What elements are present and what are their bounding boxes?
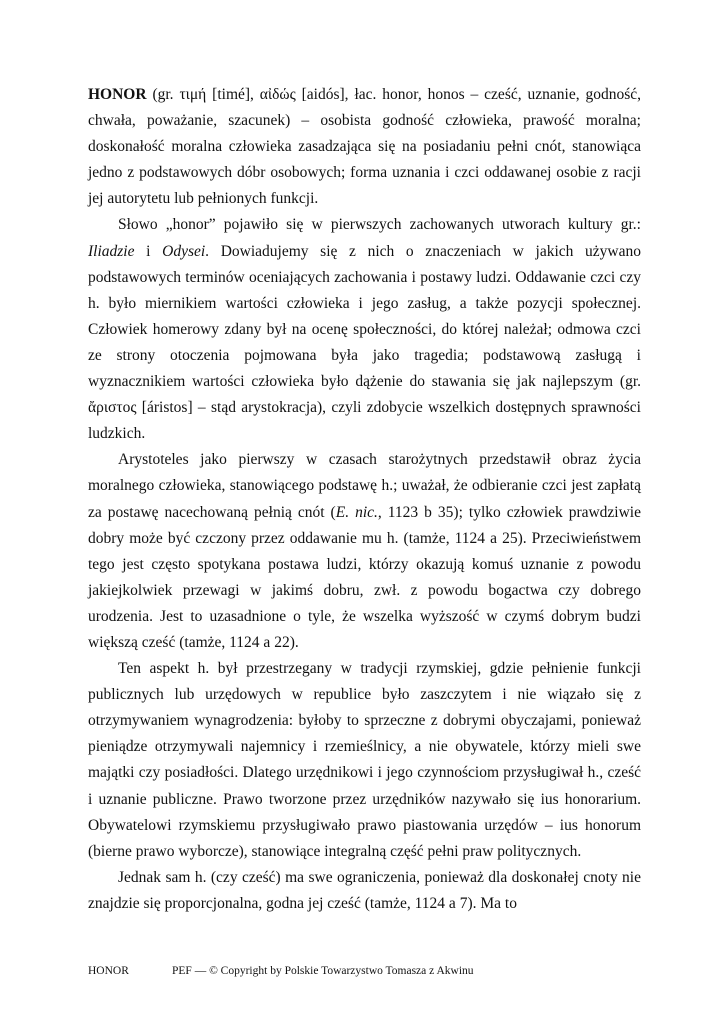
paragraph-aristotle — [88, 447, 641, 656]
entry-term: HONOR — [88, 86, 147, 103]
paragraph-roman: Ten aspekt h. był przestrzegany w tradycji rzymskiej, gdzie pełnienie funkcji publicznych lub urzędowych w republice było zaszczytem i nie wiązało się z otrzymywaniem wynagrodzenia: byłoby to sprzeczne z dobrymi obyczajami, ponieważ pieniądze otrzymywali najemnicy i rzemieślnicy, a nie obywatele, którzy mieli swe majątki czy posiadłości. Dlatego urzędnikowi i jego czynnościom przysługiwał h., cześć i uznanie publiczne. Prawo tworzone przez urzędników nazywało się ius honorarium. Obywatelowi rzymskiemu przysługiwało prawo piastowania urzędów – ius honorum (bierne prawo wyborcze), stanowiące integralną część pełni praw politycznych. — [88, 660, 641, 860]
homer-text-start: Słowo „honor” pojawiło się w pierwszych zachowanych utworach kultury gr.: — [118, 216, 641, 234]
paragraph-homer — [88, 212, 641, 447]
definition-text: (gr. τιμή [timé], αἰδώς [aidós], łac. honor, honos – cześć, uznanie, godność, chwała, poważanie, szacunek) – osobista godność człowieka, prawość moralna; doskonałość moralna człowieka zasadzająca się na posiadaniu pełni cnót, stanowiąca jedno z podstawowych dóbr osobowych; forma uznania i czci oddawanej osobie z racji jej autorytetu lub pełnionych funkcji. — [88, 86, 641, 208]
aristotle-text-start: Arystoteles jako pierwszy w czasach starożytnych przedstawił obraz życia moralnego człowieka, stanowiącego podstawę h.; uważał, że odbieranie czci jest zapłatą za postawę nacechowaną pełnią cnót ( — [88, 451, 641, 521]
ethics-citation: E. nic. — [335, 503, 378, 521]
article-body — [88, 82, 641, 917]
iliad-title: Iliadzie — [88, 242, 135, 260]
odyssey-title: Odysei — [162, 242, 206, 260]
paragraph-definition — [88, 82, 641, 212]
paragraph-limits: Jednak sam h. (czy cześć) ma swe ograniczenia, ponieważ dla doskonałej cnoty nie znajdzie się proporcjonalna, godna jej cześć (tamże, 1124 a 7). Ma to — [88, 868, 641, 912]
homer-text-end: . Dowiadujemy się z nich o znaczeniach w jakich używano podstawowych terminów oceniających zachowania i postawy ludzi. Oddawanie czci czy h. było miernikiem wartości człowieka i jego zasług, a także pozycji społecznej. Człowiek homerowy zdany był na ocenę społeczności, do której należał; odmowa czci ze strony otoczenia pojmowana była jako tragedia; podstawową zasługą i wyznacznikiem wartości człowieka było dążenie do stawania się jak najlepszym (gr. ἄριστος [áristos] – stąd arystokracja), czyli zdobycie wszelkich dostępnych sprawności ludzkich. — [88, 242, 641, 443]
homer-conjunction: i — [134, 242, 163, 260]
aristotle-text-end: , 1123 b 35); tylko człowiek prawdziwie dobry może być czczony przez oddawanie mu h. (tamże, 1124 a 25). Przeciwieństwem tego jest często spotykana postawa ludzi, którzy okazują komuś uznanie z powodu jakiejkolwiek przewagi w jakimś dobru, zwł. z powodu bogactwa czy dobrego urodzenia. Jest to uzasadnione o tyle, że wszelka wyższość w czymś dobrym budzi większą cześć (tamże, 1124 a 22). — [88, 503, 641, 651]
footer-copyright: PEF — © Copyright by Polskie Towarzystwo Tomasza z Akwinu — [172, 965, 474, 977]
page-footer — [88, 963, 641, 979]
footer-label: HONOR — [88, 965, 129, 977]
